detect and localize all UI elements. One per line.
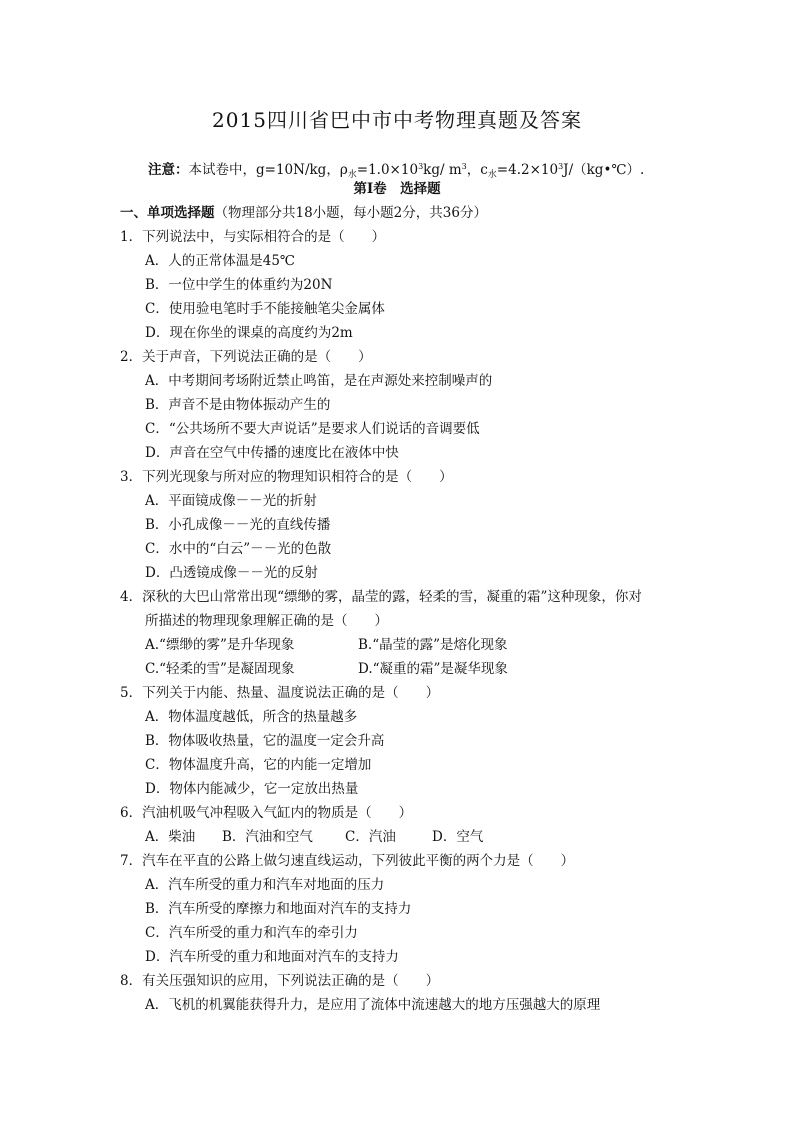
question-4-option-c: C.“轻柔的雪”是凝固现象 bbox=[145, 661, 295, 677]
section-heading bbox=[120, 204, 487, 222]
question-4-stem-line2: 所描述的物理现象理解正确的是（ ） bbox=[145, 613, 388, 629]
volume-title: 第Ⅰ卷 选择题 bbox=[353, 181, 441, 197]
question-4-stem-line1: 4．深秋的大巴山常常出现“缥缈的雾，晶莹的露，轻柔的雪，凝重的霜”这种现象，你对 bbox=[120, 589, 642, 605]
question-2-option-d: D．声音在空气中传播的速度比在液体中快 bbox=[145, 445, 399, 461]
question-1-option-c: C．使用验电笔时手不能接触笔尖金属体 bbox=[145, 301, 385, 317]
question-7-stem: 7．汽车在平直的公路上做匀速直线运动，下列彼此平衡的两个力是（ ） bbox=[120, 853, 575, 869]
section-heading-label: 一、单项选择题 bbox=[120, 205, 215, 221]
question-2-option-c: C．“公共场所不要大声说话”是要求人们说话的音调要低 bbox=[145, 421, 480, 437]
question-1-option-a: A．人的正常体温是45℃ bbox=[145, 253, 296, 269]
question-3-option-d: D．凸透镜成像－－光的反射 bbox=[145, 565, 318, 581]
question-2-option-b: B．声音不是由物体振动产生的 bbox=[145, 397, 331, 413]
question-6-option-c: C．汽油 bbox=[345, 829, 396, 845]
question-3-stem: 3．下列光现象与所对应的物理知识相符合的是（ ） bbox=[120, 469, 453, 485]
question-8-option-a: A．飞机的机翼能获得升力，是应用了流体中流速越大的地方压强越大的原理 bbox=[145, 997, 601, 1013]
exam-notice: 注意：本试卷中，g=10N/kg，$\rho_水=1.0\times 10^3kg/$ $m^3$，$c_水=4.2\times 10^3J/(kg•℃)$. bbox=[148, 162, 645, 180]
section-heading-desc: （物理部分共18小题，每小题2分，共36分） bbox=[214, 205, 487, 221]
question-1-option-d: D．现在你坐的课桌的高度约为2m bbox=[145, 325, 353, 341]
question-5-option-d: D．物体内能减少，它一定放出热量 bbox=[145, 781, 359, 797]
question-5-stem: 5．下列关于内能、热量、温度说法正确的是（ ） bbox=[120, 685, 440, 701]
question-2-stem: 2．关于声音，下列说法正确的是（ ） bbox=[120, 349, 372, 365]
document-title: 2015四川省巴中市中考物理真题及答案 bbox=[212, 108, 582, 132]
question-7-option-b: B．汽车所受的摩擦力和地面对汽车的支持力 bbox=[145, 901, 412, 917]
question-1-stem: 1．下列说法中，与实际相符合的是（ ） bbox=[120, 229, 386, 245]
question-7-option-a: A．汽车所受的重力和汽车对地面的压力 bbox=[145, 877, 385, 893]
question-7-option-c: C．汽车所受的重力和汽车的牵引力 bbox=[145, 925, 358, 941]
question-7-option-d: D．汽车所受的重力和地面对汽车的支持力 bbox=[145, 949, 399, 965]
notice-label: 注意： bbox=[148, 162, 189, 178]
question-4-option-d: D.“凝重的霜”是凝华现象 bbox=[358, 661, 508, 677]
question-5-option-b: B．物体吸收热量，它的温度一定会升高 bbox=[145, 733, 385, 749]
question-5-option-c: C．物体温度升高，它的内能一定增加 bbox=[145, 757, 372, 773]
question-1-option-b: B．一位中学生的体重约为20N bbox=[145, 277, 333, 293]
question-2-option-a: A．中考期间考场附近禁止鸣笛，是在声源处来控制噪声的 bbox=[145, 373, 493, 389]
question-6-option-d: D．空气 bbox=[432, 829, 484, 845]
question-3-option-b: B．小孔成像－－光的直线传播 bbox=[145, 517, 331, 533]
question-3-option-a: A．平面镜成像－－光的折射 bbox=[145, 493, 317, 509]
question-4-option-b: B.“晶莹的露”是熔化现象 bbox=[358, 637, 508, 653]
question-6-option-b: B．汽油和空气 bbox=[222, 829, 313, 845]
question-8-stem: 8．有关压强知识的应用，下列说法正确的是（ ） bbox=[120, 973, 440, 989]
question-4-option-a: A.“缥缈的雾”是升华现象 bbox=[145, 637, 295, 653]
question-3-option-c: C．水中的“白云”－－光的色散 bbox=[145, 541, 332, 557]
question-5-option-a: A．物体温度越低，所含的热量越多 bbox=[145, 709, 358, 725]
question-6-option-a: A．柴油 bbox=[145, 829, 196, 845]
question-6-stem: 6．汽油机吸气冲程吸入气缸内的物质是（ ） bbox=[120, 805, 413, 821]
